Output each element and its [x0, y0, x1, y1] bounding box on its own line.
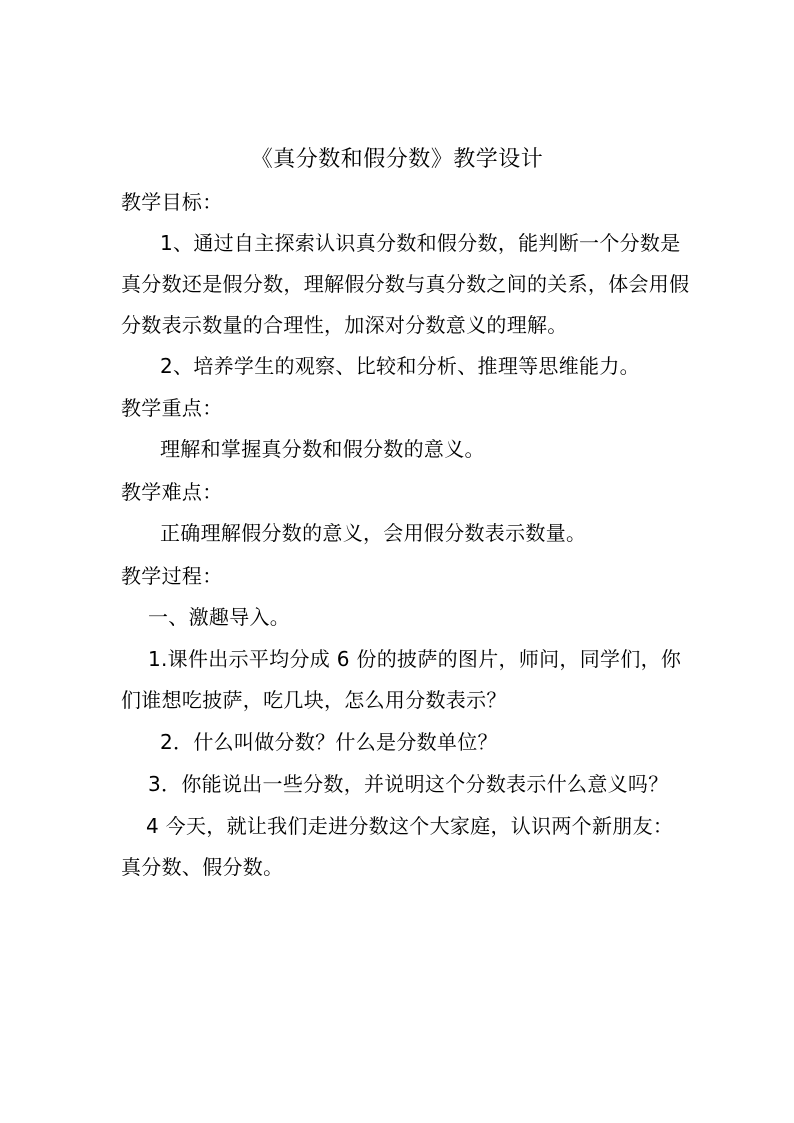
step3-text: 3．你能说出一些分数，并说明这个分数表示什么意义吗？ [148, 772, 669, 796]
step4-line1: 4 今天，就让我们走进分数这个大家庭，认识两个新朋友： [146, 814, 674, 838]
goals-heading: 教学目标： [121, 190, 223, 214]
step1-line2: 们谁想吃披萨，吃几块，怎么用分数表示？ [121, 688, 507, 712]
goal1-line2: 真分数还是假分数，理解假分数与真分数之间的关系，体会用假 [121, 272, 690, 296]
step2-text: 2．什么叫做分数？什么是分数单位？ [160, 730, 498, 754]
key-heading: 教学重点： [121, 396, 223, 420]
key-text: 理解和掌握真分数和假分数的意义。 [160, 437, 485, 461]
step1-line1: 1.课件出示平均分成 6 份的披萨的图片，师问，同学们，你 [148, 647, 682, 671]
goal1-line3: 分数表示数量的合理性，加深对分数意义的理解。 [121, 313, 568, 337]
goal2-text: 2、培养学生的观察、比较和分析、推理等思维能力。 [160, 354, 640, 378]
document-title: 《真分数和假分数》教学设计 [250, 147, 544, 172]
step4-line2: 真分数、假分数。 [121, 855, 284, 879]
difficulty-text: 正确理解假分数的意义，会用假分数表示数量。 [160, 521, 587, 545]
goal1-line1: 1、通过自主探索认识真分数和假分数，能判断一个分数是 [160, 231, 681, 255]
section1-heading: 一、激趣导入。 [148, 605, 291, 629]
difficulty-heading: 教学难点： [121, 480, 223, 504]
process-heading: 教学过程： [121, 564, 223, 588]
